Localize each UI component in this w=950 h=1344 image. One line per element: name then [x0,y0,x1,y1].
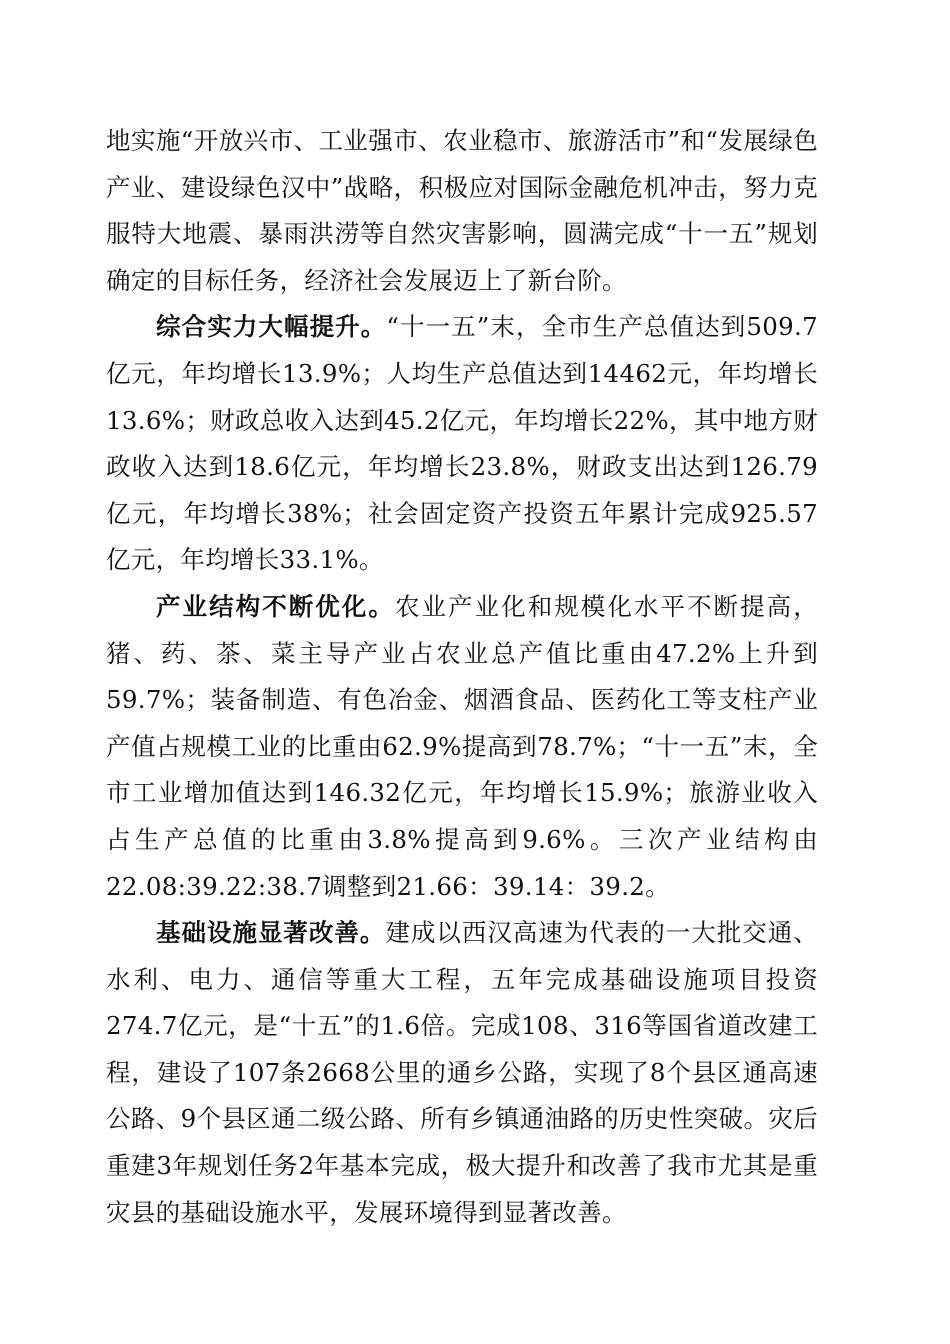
section-body-industrial-structure: 农业产业化和规模化水平不断提高，猪、药、茶、菜主导产业占农业总产值比重由47.2%上升到59.7%；装备制造、有色冶金、烟酒食品、医药化工等支柱产业产值占规模工业的比重由62.9%提高到78.7%；“十一五”末，全市工业增加值达到146.32亿元，年均增长15.9%；旅游业收入占生产总值的比重由3.8%提高到9.6%。三次产业结构由22.08:39.22:38.7调整到21.66：39.14：39.2。 [106,591,818,901]
section-body-overall-strength: “十一五”末，全市生产总值达到509.7亿元，年均增长13.9%；人均生产总值达到14462元，年均增长13.6%；财政总收入达到45.2亿元，年均增长22%，其中地方财政收入达到18.6亿元，年均增长23.8%，财政支出达到126.79亿元，年均增长38%；社会固定资产投资五年累计完成925.57亿元，年均增长33.1%。 [106,312,819,575]
intro-paragraph: 地实施“开放兴市、工业强市、农业稳市、旅游活市”和“发展绿色产业、建设绿色汉中”战略，积极应对国际金融危机冲击，努力克服特大地震、暴雨洪涝等自然灾害影响，圆满完成“十一五”规划确定的目标任务，经济社会发展迈上了新台阶。 [106,126,818,295]
section-heading-infrastructure: 基础设施显著改善。 [156,918,386,948]
section-paragraph-overall-strength [106,304,818,584]
section-body-infrastructure: 建成以西汉高速为代表的一大批交通、水利、电力、通信等重大工程，五年完成基础设施项目投资274.7亿元，是“十五”的1.6倍。完成108、316等国省道改建工程，建设了107条2668公里的通乡公路，实现了8个县区通高速公路、9个县区通二级公路、所有乡镇通油路的历史性突破。灾后重建3年规划任务2年基本完成，极大提升和改善了我市尤其是重灾县的基础设施水平，发展环境得到显著改善。 [106,918,818,1227]
section-heading-industrial-structure: 产业结构不断优化。 [156,591,395,621]
document-body [106,118,818,1236]
section-paragraph-industrial-structure [106,584,818,910]
section-heading-overall-strength: 综合实力大幅提升。 [156,312,387,342]
section-paragraph-infrastructure [106,910,818,1236]
